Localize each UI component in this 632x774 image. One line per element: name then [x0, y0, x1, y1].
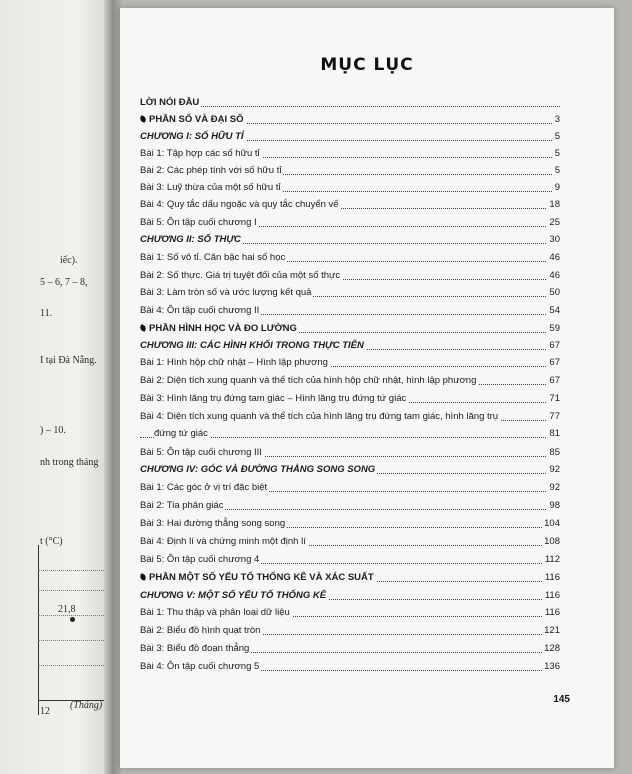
- toc-entry-page: 9: [554, 182, 560, 193]
- toc-entry-part: [140, 571, 560, 585]
- toc-entry-lesson: [140, 356, 560, 370]
- dot-leader: [140, 106, 560, 107]
- left-tick-label: 12: [40, 706, 50, 717]
- left-chart-point: [70, 617, 75, 622]
- toc-entry-chapter: [140, 339, 560, 353]
- toc-entry-label: CÁC HÌNH KHỐI TRONG THỰC TIỄN: [199, 340, 364, 351]
- toc-entry-chapter: [140, 233, 560, 247]
- left-chart-gridline: [38, 590, 112, 591]
- toc-entry-label: MỘT SỐ YẾU TỐ THỐNG KÊ: [198, 590, 327, 601]
- toc-entry-label: Bài 1: Tập hợp các số hữu tỉ: [140, 148, 260, 159]
- toc-entry-page: 104: [544, 518, 560, 529]
- toc-entry-page: 85: [549, 447, 560, 458]
- toc-entry-page: 3: [554, 114, 560, 125]
- toc-entry-page: 128: [544, 643, 560, 654]
- toc-entry-label: Bài 2: Biểu đồ hình quạt tròn: [140, 625, 261, 636]
- toc-entry-cont: [140, 427, 560, 441]
- toc-entry-page: 136: [544, 661, 560, 672]
- left-fragment-6: nh trong tháng: [40, 457, 99, 468]
- left-chart-gridline: [38, 615, 112, 616]
- toc-entry-label: Bài 1: Thu thập và phân loại dữ liệu: [140, 607, 290, 618]
- toc-entry-label: Bài 3: Hai đường thẳng song song: [140, 518, 286, 529]
- toc-entry-label: LỜI NÓI ĐẦU: [140, 97, 200, 108]
- toc-entry-page: 77: [549, 411, 560, 422]
- toc-entry-label: Bài 4: Định lí và chứng minh một định lí: [140, 536, 306, 547]
- toc-entry-lesson: [140, 374, 560, 388]
- toc-entry-page: 46: [549, 252, 560, 263]
- toc-entry-lesson: [140, 147, 560, 161]
- toc-entry-part: [140, 322, 560, 336]
- toc-entry-label: Bài 5: Ôn tập cuối chương I: [140, 217, 257, 228]
- toc-entry-page: 5: [554, 148, 560, 159]
- toc-entry-page: 92: [549, 464, 560, 475]
- toc-entry-lesson: [140, 286, 560, 300]
- toc-entry-page: 59: [549, 323, 560, 334]
- toc-entry-label: Bài 3: Hình lăng trụ đứng tam giác – Hình lăng trụ đứng tứ giác: [140, 393, 407, 404]
- toc-entry-chapter: [140, 589, 560, 603]
- chapter-prefix: CHƯƠNG II:: [140, 234, 195, 245]
- toc-entry-label: Bài 3: Biểu đồ đoạn thẳng: [140, 643, 250, 654]
- toc-entry-label: đứng tứ giác: [154, 428, 208, 439]
- left-chart-gridline: [38, 665, 112, 666]
- toc-entry-lesson: [140, 269, 560, 283]
- toc-entry-label: Bài 1: Các góc ở vị trí đặc biệt: [140, 482, 268, 493]
- chapter-prefix: CHƯƠNG V:: [140, 590, 196, 601]
- toc-entry-chapter: [140, 130, 560, 144]
- toc-entry-label: Bài 5: Ôn tập cuối chương III: [140, 447, 262, 458]
- toc-entry-part: [140, 96, 560, 110]
- toc-entry-page: 30: [549, 234, 560, 245]
- toc-entry-page: 121: [544, 625, 560, 636]
- toc-entry-page: 81: [549, 428, 560, 439]
- toc-entry-lesson: [140, 410, 560, 424]
- toc-entry-lesson: [140, 660, 560, 674]
- toc-entry-page: 116: [544, 590, 560, 601]
- toc-entry-label: Bài 4: Diện tích xung quanh và thể tích của hình lăng trụ đứng tam giác, hình lăng trụ: [140, 411, 499, 422]
- left-fragment-2: 5 – 6, 7 – 8,: [40, 277, 88, 288]
- toc-entry-lesson: [140, 624, 560, 638]
- toc-entry-label: PHẦN SỐ VÀ ĐẠI SỐ: [149, 114, 244, 125]
- toc-entry-label: Bài 5: Ôn tập cuối chương 4: [140, 554, 260, 565]
- toc-entry-label: Bài 4: Ôn tập cuối chương II: [140, 305, 260, 316]
- toc-entry-page: 18: [549, 199, 560, 210]
- left-fragment-5: ) – 10.: [40, 425, 66, 436]
- toc-entry-label: Bài 2: Tia phân giác: [140, 500, 224, 511]
- toc-entry-label: Bài 2: Các phép tính với số hữu tỉ: [140, 165, 282, 176]
- toc-entry-label: Bài 1: Số vô tỉ. Căn bậc hai số học: [140, 252, 286, 263]
- toc-entry-lesson: [140, 164, 560, 178]
- toc-entry-label: Bài 2: Diện tích xung quanh và thể tích của hình hộp chữ nhật, hình lập phương: [140, 375, 477, 386]
- toc-entry-lesson: [140, 499, 560, 513]
- toc-entry-page: 116: [544, 607, 560, 618]
- left-fragment-3: 11.: [40, 308, 53, 319]
- left-fragment-1: iếc).: [60, 255, 78, 266]
- toc-entry-chapter: [140, 463, 560, 477]
- toc-entry-page: 50: [549, 287, 560, 298]
- toc-entry-label: PHẦN MỘT SỐ YẾU TỐ THỐNG KÊ VÀ XÁC SUẤT: [149, 572, 374, 583]
- toc-entry-page: 67: [549, 375, 560, 386]
- toc-entry-lesson: [140, 553, 560, 567]
- toc-entry-label: Bài 3: Luỹ thừa của một số hữu tỉ: [140, 182, 281, 193]
- toc-entry-label: Bài 4: Ôn tập cuối chương 5: [140, 661, 260, 672]
- toc-entry-page: 5: [554, 165, 560, 176]
- toc-entry-lesson: [140, 198, 560, 212]
- toc-entry-lesson: [140, 216, 560, 230]
- left-value-label: 21,8: [58, 604, 76, 615]
- toc-entry-label: Bài 4: Quy tắc dấu ngoặc và quy tắc chuyển vế: [140, 199, 339, 210]
- chapter-prefix: CHƯƠNG IV:: [140, 464, 199, 475]
- toc-entry-lesson: [140, 606, 560, 620]
- toc-page: [120, 8, 614, 768]
- toc-entry-label: GÓC VÀ ĐƯỜNG THẲNG SONG SONG: [200, 464, 376, 475]
- toc-entry-page: 112: [544, 554, 560, 565]
- toc-entry-lesson: [140, 392, 560, 406]
- toc-entry-label: SỐ HỮU TỈ: [194, 131, 244, 142]
- toc-entry-page: 67: [549, 357, 560, 368]
- left-chart-gridline: [38, 570, 112, 571]
- left-axis-unit: (Tháng): [70, 700, 103, 711]
- left-fragment-4: I tại Đà Nẵng.: [40, 355, 97, 366]
- page-title: MỤC LỤC: [320, 55, 414, 75]
- left-axis-label: t (°C): [40, 536, 63, 547]
- left-chart-gridline: [38, 640, 112, 641]
- toc-entry-page: 92: [549, 482, 560, 493]
- chapter-prefix: CHƯƠNG I:: [140, 131, 193, 142]
- toc-entry-page: 25: [549, 217, 560, 228]
- toc-entry-lesson: [140, 535, 560, 549]
- toc-entry-label: PHẦN HÌNH HỌC VÀ ĐO LƯỜNG: [149, 323, 297, 334]
- toc-entry-lesson: [140, 517, 560, 531]
- toc-entry-page: 46: [549, 270, 560, 281]
- toc-entry-page: 67: [549, 340, 560, 351]
- pointing-hand-icon: [139, 115, 147, 123]
- pointing-hand-icon: [139, 573, 147, 581]
- toc-entry-page: 54: [549, 305, 560, 316]
- toc-entry-label: SỐ THỰC: [197, 234, 241, 245]
- toc-entry-label: Bài 1: Hình hộp chữ nhật – Hình lập phương: [140, 357, 328, 368]
- toc-entry-lesson: [140, 304, 560, 318]
- toc-entry-page: 5: [554, 131, 560, 142]
- toc-entry-page: 71: [549, 393, 560, 404]
- toc-entry-lesson: [140, 481, 560, 495]
- toc-entry-label: Bài 3: Làm tròn số và ước lượng kết quả: [140, 287, 312, 298]
- toc-entry-lesson: [140, 446, 560, 460]
- chapter-prefix: CHƯƠNG III:: [140, 340, 198, 351]
- toc-entry-lesson: [140, 642, 560, 656]
- left-facing-page: [0, 0, 112, 774]
- pointing-hand-icon: [139, 324, 147, 332]
- toc-entry-part: [140, 113, 560, 127]
- toc-entry-page: 98: [549, 500, 560, 511]
- toc-entry-lesson: [140, 181, 560, 195]
- toc-entry-label: Bài 2: Số thực. Giá trị tuyệt đối của một số thực: [140, 270, 341, 281]
- toc-entry-page: 116: [544, 572, 560, 583]
- toc-entry-page: 108: [544, 536, 560, 547]
- toc-entry-lesson: [140, 251, 560, 265]
- page-number: 145: [553, 694, 570, 705]
